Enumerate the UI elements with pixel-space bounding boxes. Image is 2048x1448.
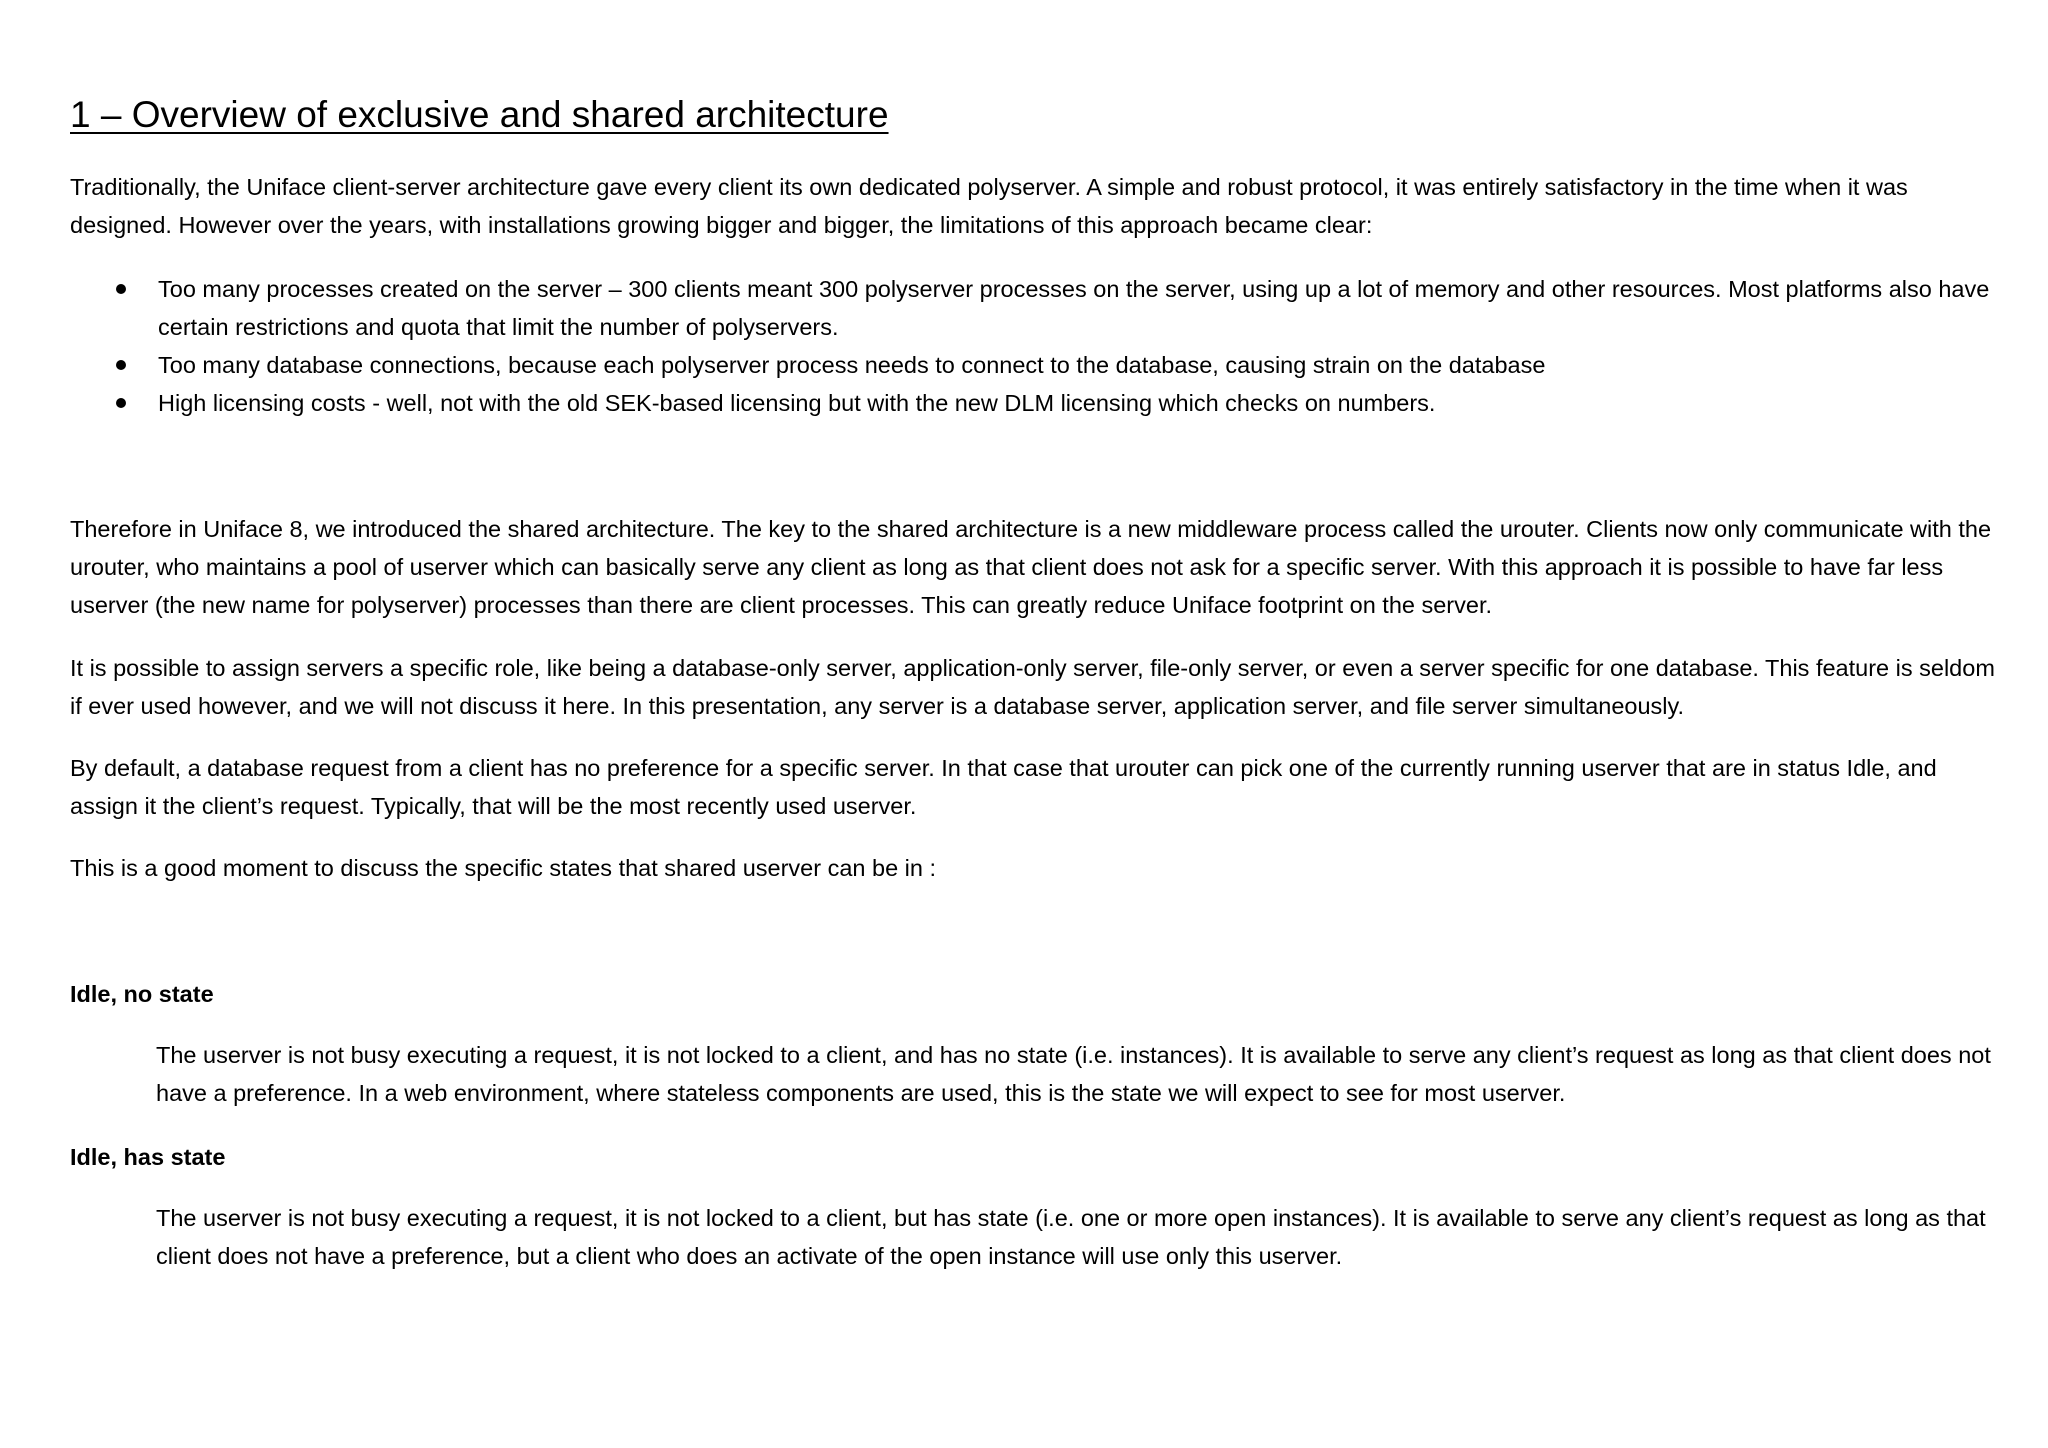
list-item xyxy=(70,346,1995,384)
states-intro-paragraph: This is a good moment to discuss the specific states that shared userver can be in : xyxy=(70,855,937,881)
list-item xyxy=(70,384,1995,422)
server-roles-paragraph: It is possible to assign servers a specific role, like being a database-only server, application-only server, file-only server, or even a server specific for one database. This feature is seldom if ever used however, and we will not discuss it here. In this presentation, any server is a database server, application server, and file server simultaneously. xyxy=(70,655,1995,719)
intro-paragraph: Traditionally, the Uniface client-server architecture gave every client its own dedicated polyserver. A simple and robust protocol, it was entirely satisfactory in the time when it was designed. However over the years, with installations growing bigger and bigger, the limitations of this approach became clear: xyxy=(70,174,1908,238)
bullet-icon xyxy=(116,284,126,294)
state-title: Idle, has state xyxy=(70,1144,226,1170)
list-item-text: Too many database connections, because each polyserver process needs to connect to the database, causing strain on the database xyxy=(158,352,1546,378)
list-item-text: High licensing costs - well, not with the old SEK-based licensing but with the new DLM licensing which checks on numbers. xyxy=(158,390,1436,416)
state-description: The userver is not busy executing a request, it is not locked to a client, but has state (i.e. one or more open instances). It is available to serve any client’s request as long as that client does not have a preference, but a client who does an activate of the open instance will use only this userver. xyxy=(156,1205,1986,1269)
default-request-paragraph: By default, a database request from a client has no preference for a specific server. In that case that urouter can pick one of the currently running userver that are in status Idle, and assign it the client’s request. Typically, that will be the most recently used userver. xyxy=(70,755,1937,819)
bullet-icon xyxy=(116,398,126,408)
list-item-text: Too many processes created on the server – 300 clients meant 300 polyserver processes on the server, using up a lot of memory and other resources. Most platforms also have certain restrictions and quota that limit the number of polyservers. xyxy=(158,276,1990,340)
state-description: The userver is not busy executing a request, it is not locked to a client, and has no state (i.e. instances). It is available to serve any client’s request as long as that client does not have a preference. In a web environment, where stateless components are used, this is the state we will expect to see for most userver. xyxy=(156,1042,1991,1106)
section-heading: 1 – Overview of exclusive and shared architecture xyxy=(70,94,889,135)
bullet-icon xyxy=(116,360,126,370)
limitations-list xyxy=(70,270,1995,422)
state-title: Idle, no state xyxy=(70,981,214,1007)
list-item xyxy=(70,270,1995,346)
shared-architecture-paragraph: Therefore in Uniface 8, we introduced the shared architecture. The key to the shared architecture is a new middleware process called the urouter. Clients now only communicate with the urouter, who maintains a pool of userver which can basically serve any client as long as that client does not ask for a specific server. With this approach it is possible to have far less userver (the new name for polyserver) processes than there are client processes. This can greatly reduce Uniface footprint on the server. xyxy=(70,516,1992,618)
